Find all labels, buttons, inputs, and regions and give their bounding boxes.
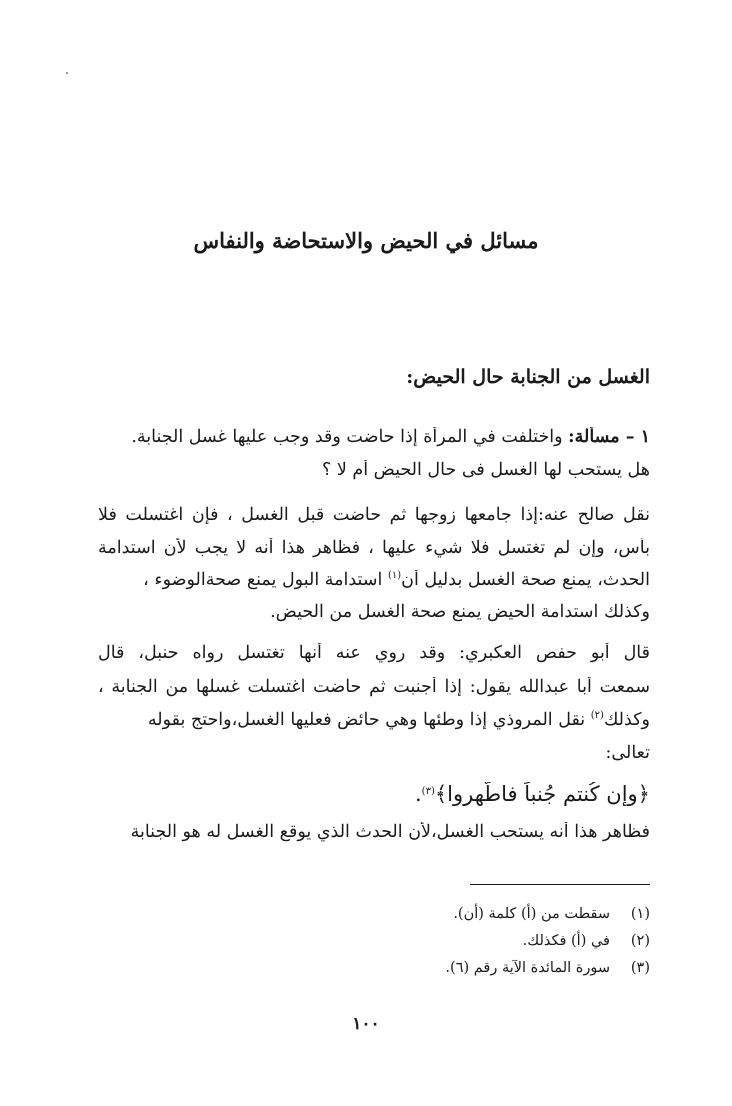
footnote-3 bbox=[250, 960, 650, 976]
footnote-2 bbox=[250, 933, 650, 949]
footnote-ref-3: (٣) bbox=[421, 786, 435, 798]
para2-line-4: تعالى: bbox=[605, 743, 650, 763]
footnote-1 bbox=[250, 906, 650, 922]
footnote-ref-2: (٢) bbox=[590, 710, 604, 722]
page-number: ١٠٠ bbox=[352, 1014, 380, 1034]
footnote-ref-1: (١) bbox=[387, 570, 402, 582]
issue-line-1-text: واختلفت في المرأة إذا حاضت وقد وجب عليها غسل الجنابة. bbox=[131, 427, 569, 447]
issue-number-label: ١ – مسألة: bbox=[568, 427, 650, 447]
scan-speck bbox=[66, 72, 68, 74]
issue-line-2: هل يستحب لها الغسل فى حال الحيض أم لا ؟ bbox=[321, 460, 650, 480]
para2-line-3a: وكذلك bbox=[603, 710, 650, 730]
quran-verse-line bbox=[98, 782, 650, 806]
para2-line-3b: نقل المروذي إذا وطئها وهي حائض فعليها الغسل،واحتج بقوله bbox=[147, 710, 591, 730]
quran-verse: ﴿وإن كُنتم جُنباً فاطَّهروا﴾ bbox=[434, 782, 650, 806]
page-title: مسائل في الحيض والاستحاضة والنفاس bbox=[193, 228, 539, 253]
footnote-2-number: (٢) bbox=[630, 933, 650, 949]
footnote-3-number: (٣) bbox=[630, 960, 650, 976]
footnote-1-number: (١) bbox=[630, 906, 650, 922]
para1-line-3a: الحدث، يمنع صحة الغسل بدليل أن bbox=[401, 570, 650, 590]
footnote-divider bbox=[470, 884, 650, 885]
para2-line-3 bbox=[98, 710, 650, 730]
para2-line-1: قال أبو حفص العكبري: وقد روي عنه أنها تغتسل رواه حنبل، قال bbox=[98, 643, 650, 663]
para1-line-4: وكذلك استدامة الحيض يمنع صحة الغسل من الحيض. bbox=[270, 602, 650, 622]
footnote-2-text: في (أ) فكذلك. bbox=[522, 933, 610, 949]
verse-end: . bbox=[414, 782, 422, 806]
para3-line-1: فظاهر هذا أنه يستحب الغسل،لأن الحدث الذي يوقع الغسل له هو الجنابة bbox=[130, 822, 650, 842]
para1-line-1: نقل صالح عنه:إذا جامعها زوجها ثم حاضت قبل الغسل ، فإن اغتسلت فلا bbox=[98, 505, 650, 525]
footnote-1-text: سقطت من (أ) كلمة (أن). bbox=[453, 906, 610, 922]
section-heading: الغسل من الجنابة حال الحيض: bbox=[406, 366, 650, 388]
footnote-3-text: سورة المائدة الآية رقم (٦). bbox=[445, 960, 610, 976]
issue-line-1 bbox=[98, 427, 650, 447]
para1-line-3b: استدامة البول يمنع صحةالوضوء ، bbox=[143, 570, 388, 590]
para1-line-2: بأس، وإن لم تغتسل فلا شيء عليها ، فظاهر هذا أنه لا يجب لأن استدامة bbox=[98, 538, 650, 558]
para1-line-3 bbox=[98, 570, 650, 590]
para2-line-2: سمعت أبا عبدالله يقول: إذا أجنبت ثم حاضت اغتسلت غسلها من الجنابة ، bbox=[98, 677, 650, 697]
